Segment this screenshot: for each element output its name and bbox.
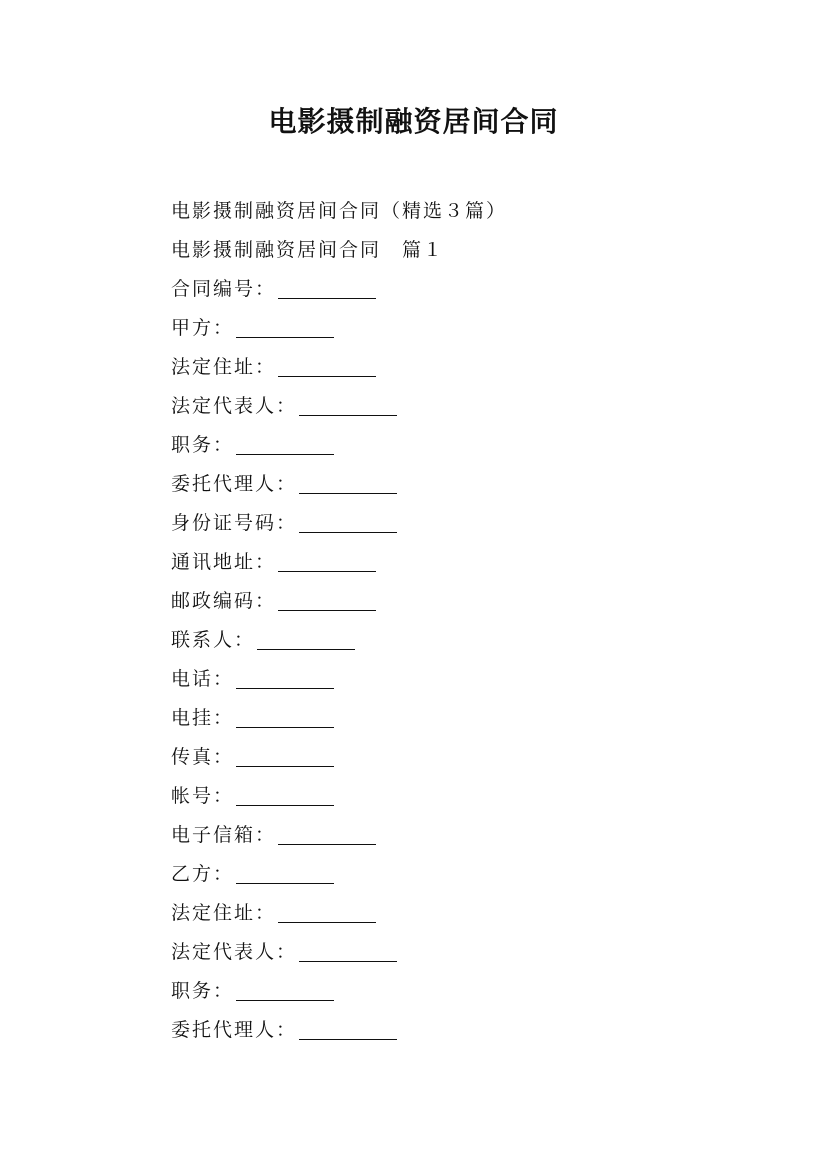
field-label: 合同编号： <box>171 278 277 300</box>
field-label: 职务： <box>171 434 235 456</box>
blank-underline <box>236 746 334 767</box>
form-field-line <box>171 504 731 543</box>
blank-underline <box>236 863 334 884</box>
field-label: 联系人： <box>171 629 256 651</box>
blank-underline <box>278 902 376 923</box>
text-line <box>171 231 731 270</box>
form-field-line <box>171 348 731 387</box>
blank-underline <box>236 980 334 1001</box>
field-label: 委托代理人： <box>171 1019 298 1041</box>
line-text: 电影摄制融资居间合同（精选３篇） <box>171 200 508 222</box>
field-label: 职务： <box>171 980 235 1002</box>
form-field-line <box>171 933 731 972</box>
form-field-line <box>171 582 731 621</box>
field-label: 通讯地址： <box>171 551 277 573</box>
document-title: 电影摄制融资居间合同 <box>268 105 559 138</box>
blank-underline <box>278 590 376 611</box>
field-label: 委托代理人： <box>171 473 298 495</box>
field-label: 邮政编码： <box>171 590 277 612</box>
form-field-line <box>171 855 731 894</box>
form-field-line <box>171 387 731 426</box>
field-label: 乙方： <box>171 863 235 885</box>
form-field-line <box>171 816 731 855</box>
blank-underline <box>299 473 397 494</box>
blank-underline <box>236 668 334 689</box>
blank-underline <box>278 824 376 845</box>
field-label: 法定代表人： <box>171 941 298 963</box>
form-field-line <box>171 738 731 777</box>
form-field-line <box>171 465 731 504</box>
form-field-line <box>171 270 731 309</box>
form-field-line <box>171 777 731 816</box>
blank-underline <box>278 551 376 572</box>
blank-underline <box>299 395 397 416</box>
line-text: 电影摄制融资居间合同 篇１ <box>171 239 445 261</box>
blank-underline <box>236 317 334 338</box>
form-field-line <box>171 972 731 1011</box>
field-label: 法定住址： <box>171 356 277 378</box>
field-label: 帐号： <box>171 785 235 807</box>
blank-underline <box>236 434 334 455</box>
form-field-line <box>171 426 731 465</box>
field-label: 电话： <box>171 668 235 690</box>
field-label: 法定住址： <box>171 902 277 924</box>
form-field-line <box>171 894 731 933</box>
field-label: 法定代表人： <box>171 395 298 417</box>
form-field-line <box>171 621 731 660</box>
form-field-line <box>171 699 731 738</box>
form-field-line <box>171 660 731 699</box>
blank-underline <box>257 629 355 650</box>
blank-underline <box>278 278 376 299</box>
form-field-line <box>171 309 731 348</box>
field-label: 甲方： <box>171 317 235 339</box>
blank-underline <box>236 785 334 806</box>
text-line <box>171 192 731 231</box>
form-field-line <box>171 543 731 582</box>
field-label: 身份证号码： <box>171 512 298 534</box>
blank-underline <box>299 1019 397 1040</box>
field-label: 电挂： <box>171 707 235 729</box>
field-label: 电子信箱： <box>171 824 277 846</box>
field-label: 传真： <box>171 746 235 768</box>
blank-underline <box>299 512 397 533</box>
blank-underline <box>299 941 397 962</box>
blank-underline <box>236 707 334 728</box>
form-field-line <box>171 1011 731 1050</box>
document-body <box>171 192 731 1050</box>
blank-underline <box>278 356 376 377</box>
